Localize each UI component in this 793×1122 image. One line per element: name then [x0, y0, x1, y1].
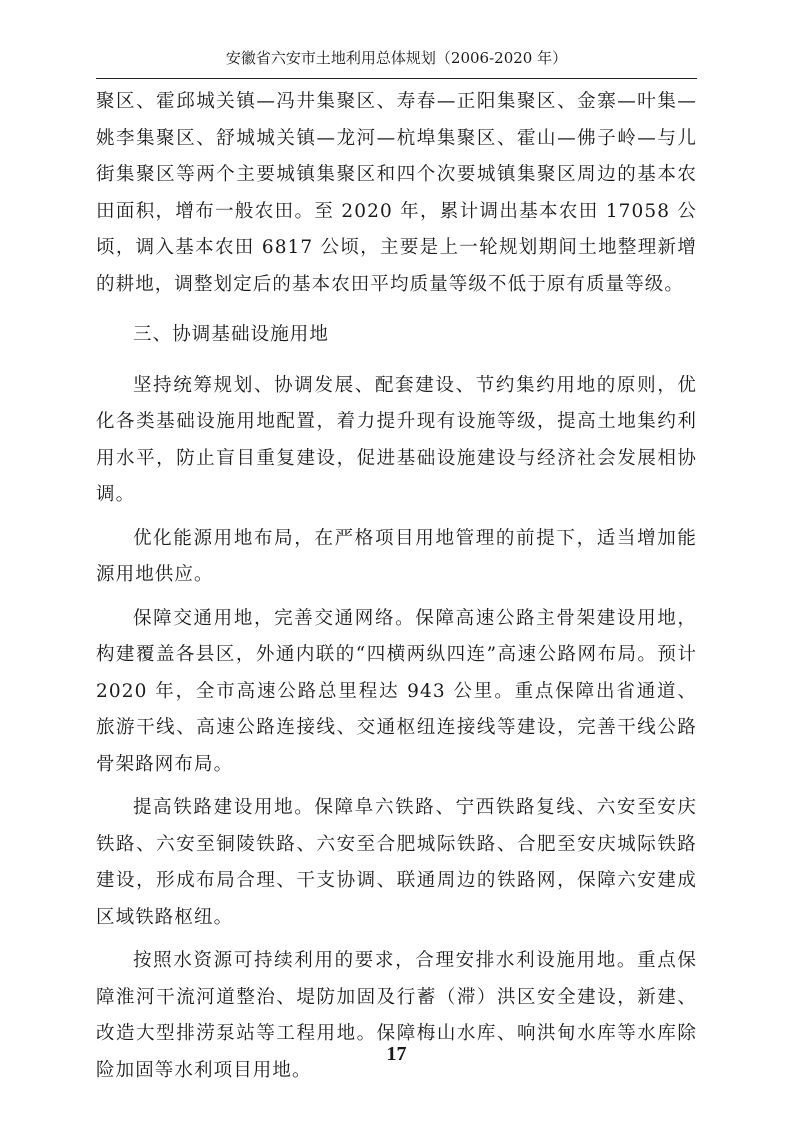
- section-heading: 三、协调基础设施用地: [133, 324, 330, 345]
- paragraph: 坚持统筹规划、协调发展、配套建设、节约集约用地的原则，优化各类基础设施用地配置，着力提升现有设施等级，提高土地集约利用水平，防止盲目重复建设，促进基础设施建设与经济社会发展相协调。: [96, 374, 697, 505]
- paragraph: 保障交通用地，完善交通网络。保障高速公路主骨架建设用地，构建覆盖各县区，外通内联的“四横两纵四连”高速公路网布局。预计 2020 年，全市高速公路总里程达 943 公里。重点保障出省通道、旅游干线、高速公路连接线、交通枢纽连接线等建设，完善干线公路骨架路网布局。: [96, 607, 697, 775]
- page-number: 17: [386, 1043, 407, 1065]
- paragraph: 提高铁路建设用地。保障阜六铁路、宁西铁路复线、六安至安庆铁路、六安至铜陵铁路、六安至合肥城际铁路、合肥至安庆城际铁路建设，形成布局合理、干支协调、联通周边的铁路网，保障六安建成区域铁路枢纽。: [96, 797, 697, 928]
- paragraph: 按照水资源可持续利用的要求，合理安排水利设施用地。重点保障淮河干流河道整治、堤防加固及行蓄（滞）洪区安全建设，新建、改造大型排涝泵站等工程用地。保障梅山水库、响洪甸水库等水库除险加固等水利项目用地。: [96, 950, 697, 1081]
- paragraph: 优化能源用地布局，在严格项目用地管理的前提下，适当增加能源用地供应。: [96, 527, 697, 585]
- document-body: [96, 84, 697, 1089]
- spacer: [96, 783, 697, 790]
- page-header-title: 安徽省六安市土地利用总体规划（2006-2020 年）: [225, 49, 568, 67]
- header-divider: [96, 78, 697, 79]
- spacer: [96, 594, 697, 601]
- spacer: [96, 303, 697, 317]
- paragraph-continued: 聚区、霍邱城关镇—冯井集聚区、寿春—正阳集聚区、金寨—叶集—姚李集聚区、舒城城关镇—龙河—杭埠集聚区、霍山—佛子岭—与儿街集聚区等两个主要城镇集聚区和四个次要城镇集聚区周边的基本农田面积，增布一般农田。至 2020 年，累计调出基本农田 17058 公顷，调入基本农田 6817 公顷，主要是上一轮规划期间土地整理新增的耕地，调整划定后的基本农田平均质量等级不低于原有质量等级。: [96, 91, 697, 295]
- spacer: [96, 936, 697, 943]
- spacer: [96, 514, 697, 521]
- spacer: [96, 354, 697, 368]
